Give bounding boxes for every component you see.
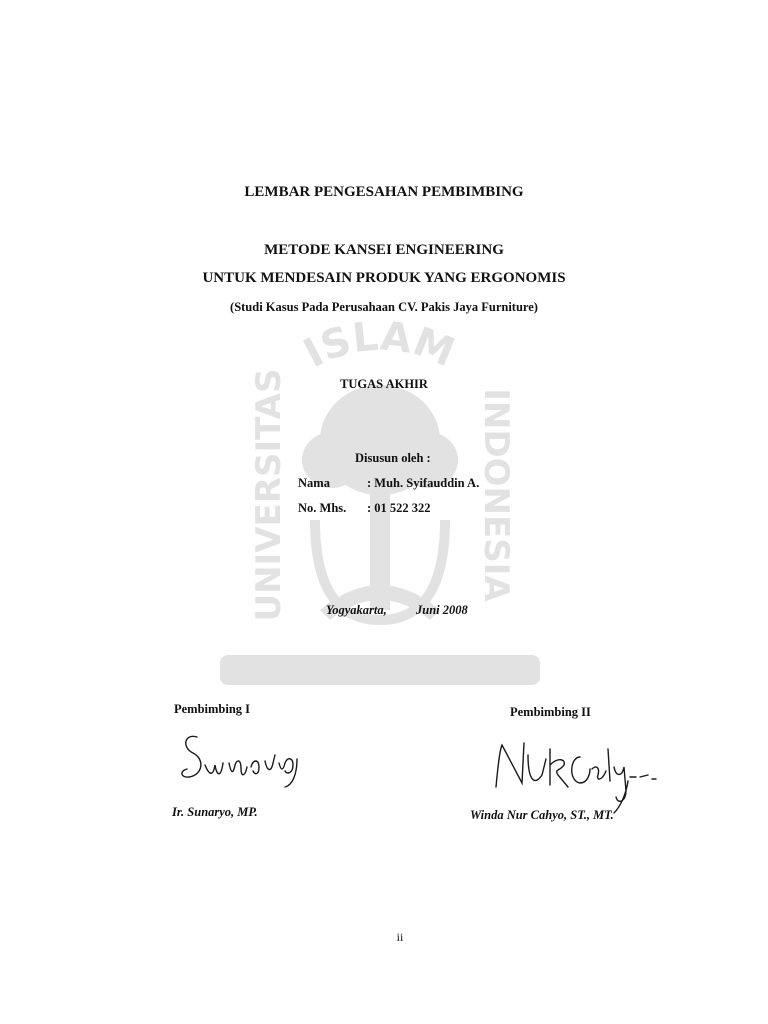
advisor1-label: Pembimbing I (174, 702, 251, 716)
composed-by-label: Disusun oleh : (355, 451, 431, 465)
date: Juni 2008 (416, 603, 468, 617)
watermark-top-text: ISLAM (296, 313, 461, 378)
place: Yogyakarta, (326, 603, 387, 617)
name-label: Nama (298, 476, 330, 490)
header-title: LEMBAR PENGESAHAN PEMBIMBING (244, 184, 524, 200)
advisor1-signature (175, 725, 340, 795)
watermark-left-text: UNIVERSITAS (249, 368, 289, 622)
advisor2-signature (488, 735, 668, 815)
advisor2-name: Winda Nur Cahyo, ST., MT. (470, 808, 614, 822)
advisor2-label: Pembimbing II (510, 705, 591, 719)
svg-text:UNIVERSITAS (249, 368, 289, 621)
page-number: ii (396, 930, 404, 944)
svg-text:INDONESIA (476, 388, 516, 602)
thesis-title-line1: METODE KANSEI ENGINEERING (264, 242, 504, 258)
case-study-subtitle: (Studi Kasus Pada Perusahaan CV. Pakis Jaya Furniture) (230, 300, 538, 314)
thesis-title-line2: UNTUK MENDESAIN PRODUK YANG ERGONOMIS (202, 270, 566, 286)
svg-text:ISLAM (297, 313, 461, 377)
student-id-label: No. Mhs. (298, 501, 347, 515)
name-value: : Muh. Syifauddin A. (367, 476, 480, 490)
student-id-value: : 01 522 322 (367, 501, 431, 515)
document-type: TUGAS AKHIR (340, 377, 428, 391)
watermark-right-text: INDONESIA (476, 388, 516, 602)
advisor1-name: Ir. Sunaryo, MP. (172, 805, 258, 819)
